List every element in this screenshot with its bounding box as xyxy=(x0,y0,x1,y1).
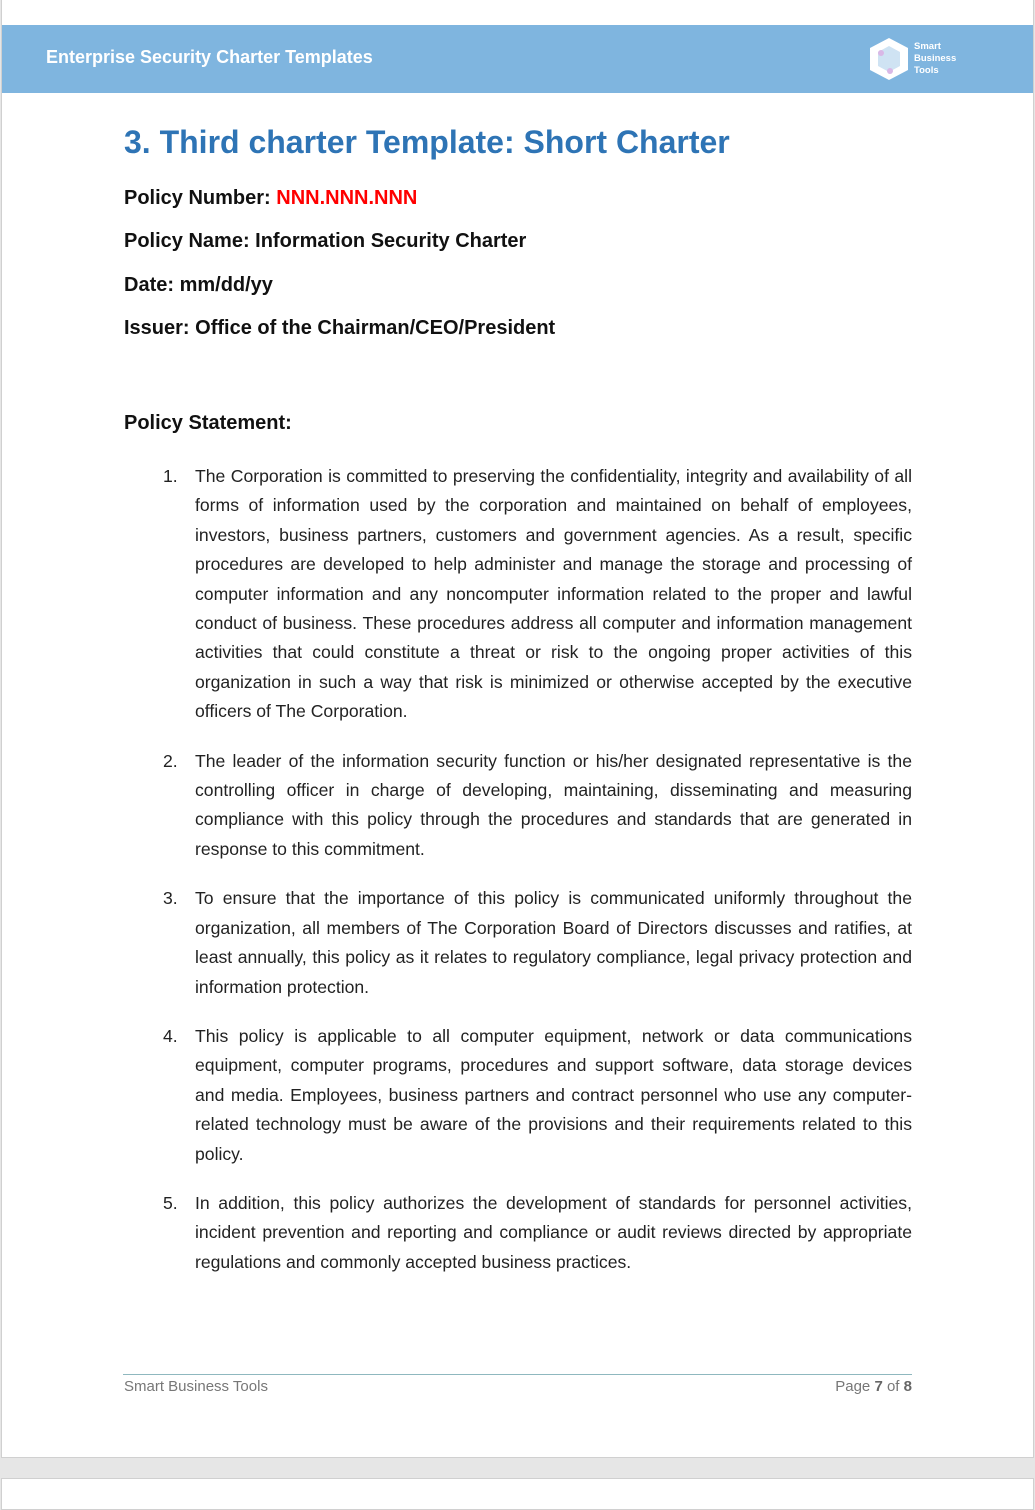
policy-date: Date: mm/dd/yy xyxy=(124,274,273,296)
footer-company: Smart Business Tools xyxy=(124,1378,268,1395)
policy-statement-heading: Policy Statement: xyxy=(124,412,292,434)
policy-statement-list xyxy=(2,462,912,1297)
list-item xyxy=(163,1189,912,1277)
page-current: 7 xyxy=(874,1378,883,1395)
item-number: 2. xyxy=(163,750,178,771)
item-text: This policy is applicable to all computer equipment, network or data communications equipment, computer programs, procedures and support software, data storage devices and media. Employees, business partners and contract personnel who use any computer-related technology must be aware of the provisions and their requirements related to this policy. xyxy=(195,1025,912,1164)
logo-word: Business xyxy=(914,53,957,64)
item-number: 1. xyxy=(163,466,178,486)
logo-text xyxy=(914,41,956,77)
list-item xyxy=(163,747,912,865)
item-text: The leader of the information security function or his/her designated representative is the controlling officer in charge of developing, maintaining, disseminating and measuring compliance with this policy through the procedures and standards that are generated in response to this commitment. xyxy=(195,750,912,859)
cube-logo-icon xyxy=(868,36,910,82)
logo-word: Smart xyxy=(914,41,941,52)
policy-number-label: Policy Number: xyxy=(124,187,271,209)
document-page xyxy=(1,0,1034,1458)
list-item xyxy=(163,462,912,727)
item-number: 5. xyxy=(163,1192,178,1213)
logo-word: Tools xyxy=(914,65,939,76)
item-text: To ensure that the importance of this policy is communicated uniformly throughout the organization, all members of The Corporation Board of Directors discusses and ratifies, at least annually, this policy as it relates to regulatory compliance, legal privacy protection and information protection. xyxy=(195,888,912,997)
item-text: In addition, this policy authorizes the development of standards for personnel activities, incident prevention and reporting and compliance or audit reviews directed by appropriate regulations and commonly accepted business practices. xyxy=(195,1192,912,1272)
header-title: Enterprise Security Charter Templates xyxy=(46,47,373,67)
next-page xyxy=(1,1478,1034,1510)
policy-number xyxy=(124,187,417,210)
item-number: 4. xyxy=(163,1025,178,1046)
of-label: of xyxy=(886,1378,900,1395)
page-header xyxy=(2,25,1033,93)
item-text: The Corporation is committed to preserving the confidentiality, integrity and availability of all forms of information used by the corporation and maintained on behalf of employees, investors, business partners, customers and government agencies. As a result, specific procedures are developed to help administer and manage the storage and processing of computer information and any noncomputer information related to the proper and lawful conduct of business. These procedures address all computer and information management activities that could constitute a threat or risk to the ongoing proper activities of this organization in such a way that risk is minimized or otherwise accepted by the executive officers of The Corporation. xyxy=(195,466,912,722)
list-item xyxy=(163,884,912,1002)
footer-page-number xyxy=(835,1378,912,1395)
item-number: 3. xyxy=(163,888,178,909)
page-total: 8 xyxy=(903,1378,912,1395)
page-label: Page xyxy=(835,1378,871,1395)
footer-divider xyxy=(123,1374,912,1375)
list-item xyxy=(163,1022,912,1169)
page-title: 3. Third charter Template: Short Charter xyxy=(124,124,730,160)
policy-name: Policy Name: Information Security Charter xyxy=(124,230,527,252)
logo xyxy=(868,36,956,82)
policy-issuer: Issuer: Office of the Chairman/CEO/President xyxy=(124,317,556,339)
policy-number-value: NNN.NNN.NNN xyxy=(276,187,418,209)
